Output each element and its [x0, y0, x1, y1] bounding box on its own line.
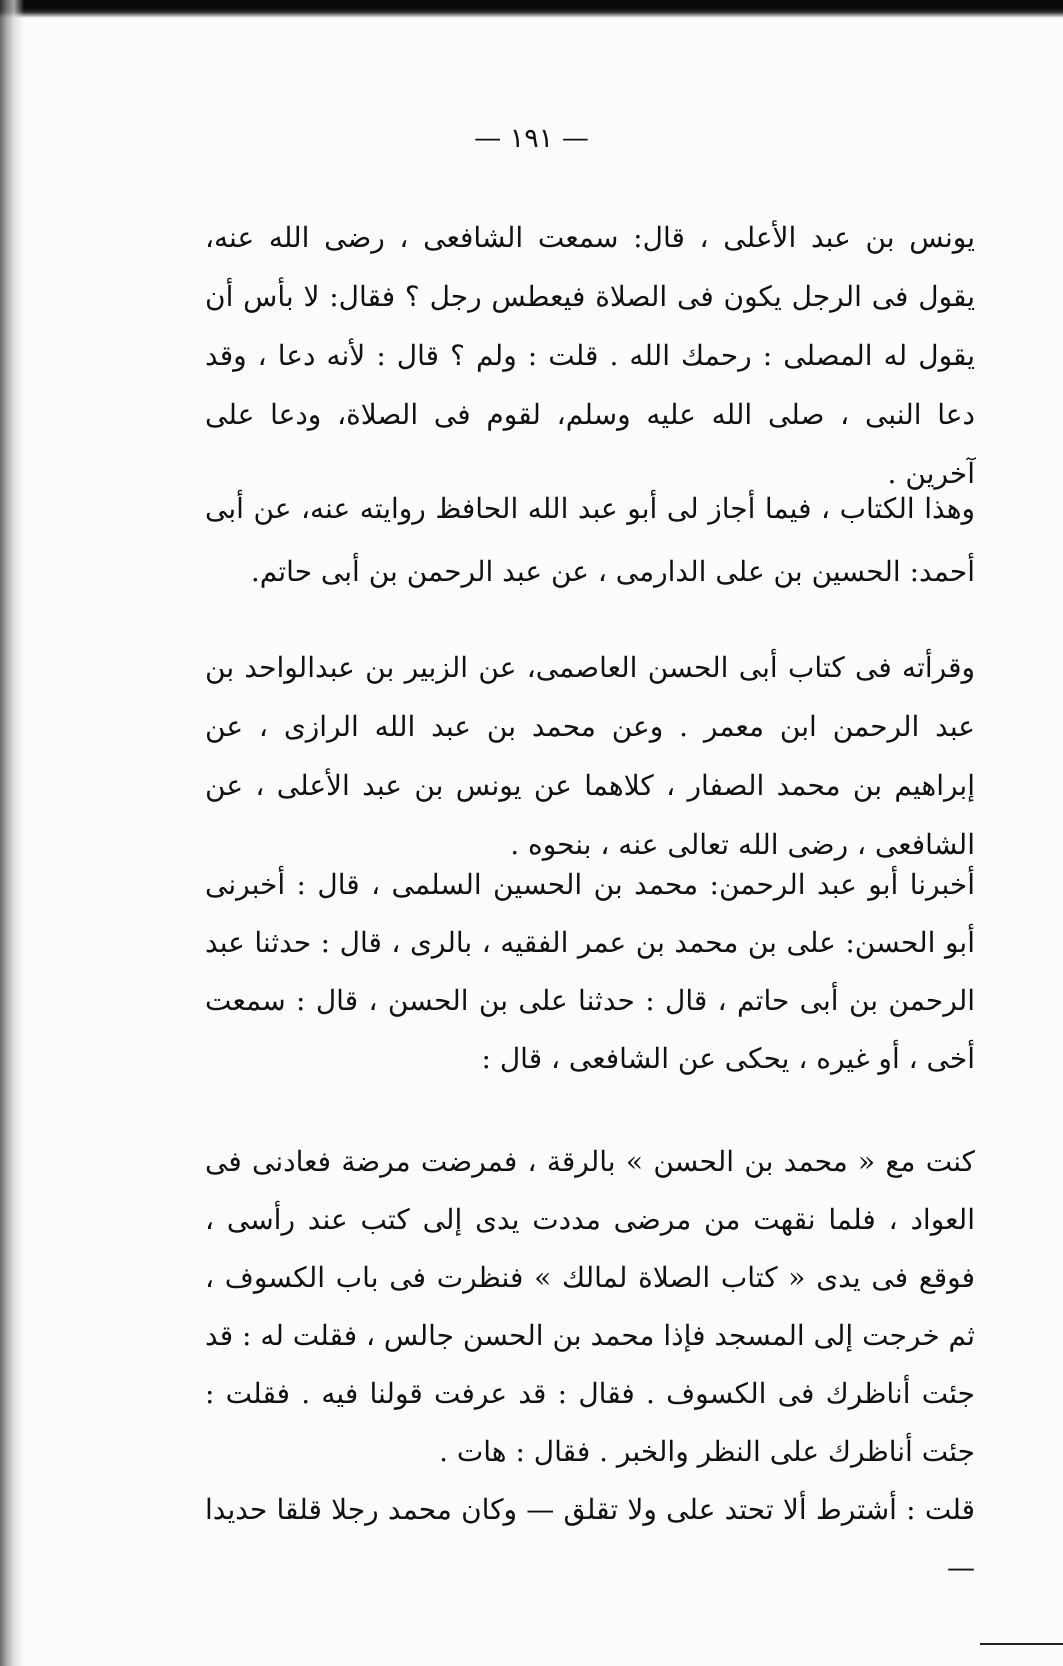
paragraph-text: وهذا الكتاب ، فيما أجاز لى أبو عبد الله الحافظ روايته عنه، عن أبى أحمد: الحسين بن على الدارمى ، عن عبد الرحمن بن أبى حاتم. — [205, 492, 975, 588]
scan-left-edge — [0, 0, 24, 1666]
scan-top-edge — [0, 0, 1063, 18]
page-number: — ١٩١ — — [474, 123, 589, 154]
paragraph-text: يونس بن عبد الأعلى ، قال: سمعت الشافعى ، رضى الله عنه، يقول فى الرجل يكون فى الصلاة فيعطس رجل ؟ فقال: لا بأس أن يقول له المصلى : رحمك الله . قلت : ولم ؟ قال : لأنه دعا ، وقد دعا النبى ، صلى الله عليه وسلم، لقوم فى الصلاة، ودعا على آخرين . — [205, 221, 975, 490]
paragraph — [205, 638, 975, 861]
paragraph — [205, 856, 975, 1092]
paragraph — [205, 1133, 975, 1468]
paragraph-text: كنت مع « محمد بن الحسن » بالرقة ، فمرضت مرضة فعادنى فى العواد ، فلما نقهت من مرضى مددت يدى إلى كتب عند رأسى ، فوقع فى يدى « كتاب الصلاة لمالك » فنظرت فى باب الكسوف ، ثم خرجت إلى المسجد فإذا محمد بن الحسن جالس ، فقلت له : قد جئت أناظرك فى الكسوف . فقال : قد عرفت قولنا فيه . فقلت : جئت أناظرك على النظر والخبر . فقال : هات . — [205, 1145, 975, 1468]
bottom-rule — [980, 1643, 1063, 1645]
paragraph-text: قلت : أشترط ألا تحتد على ولا تقلق — وكان محمد رجلا قلقا حديدا — — [205, 1493, 975, 1584]
paragraph — [205, 477, 975, 603]
paragraph-text: وقرأته فى كتاب أبى الحسن العاصمى، عن الزبير بن عبدالواحد بن عبد الرحمن ابن معمر . وعن محمد بن عبد الله الرازى ، عن إبراهيم بن محمد الصفار ، كلاهما عن يونس بن عبد الأعلى ، عن الشافعى ، رضى الله تعالى عنه ، بنحوه . — [205, 651, 975, 861]
paragraph — [205, 208, 975, 490]
paragraph-text: أخبرنا أبو عبد الرحمن: محمد بن الحسين السلمى ، قال : أخبرنى أبو الحسن: على بن محمد بن عمر الفقيه ، بالرى ، قال : حدثنا عبد الرحمن بن أبى حاتم ، قال : حدثنا على بن الحسن ، قال : سمعت أخى ، أو غيره ، يحكى عن الشافعى ، قال : — [205, 868, 975, 1075]
paragraph — [205, 1481, 975, 1584]
